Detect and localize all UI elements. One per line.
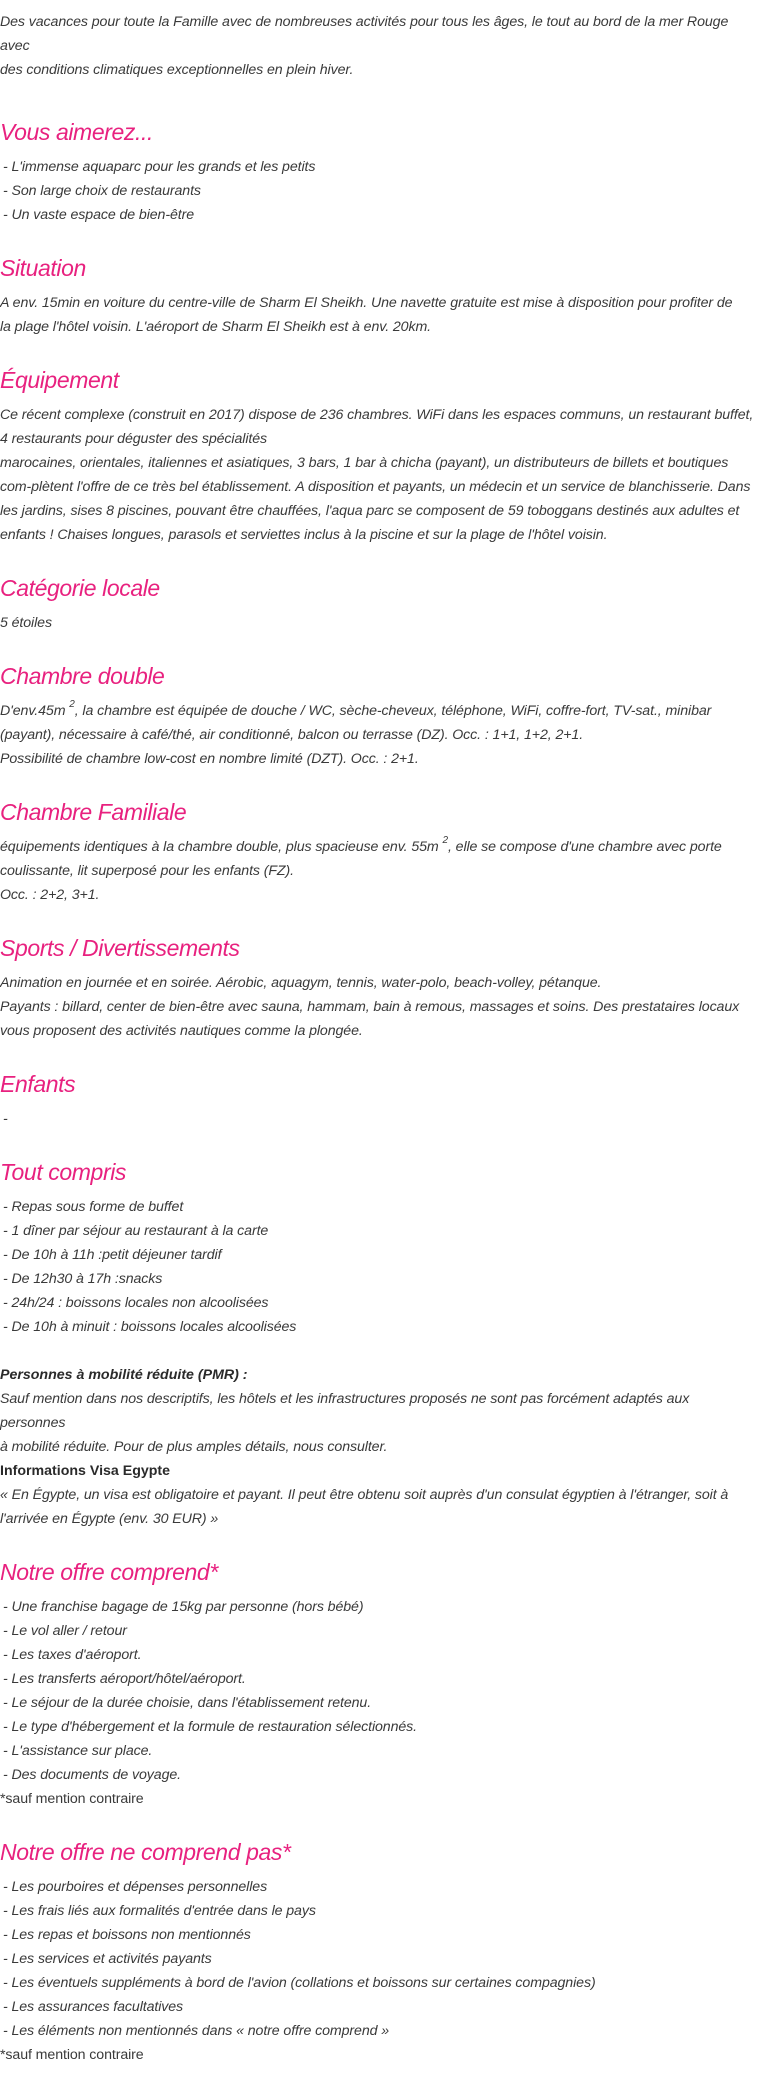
section-title-equipement: Équipement <box>0 367 119 393</box>
visa-line: l'arrivée en Égypte (env. 30 EUR) » <box>0 1511 219 1527</box>
visa-line: « En Égypte, un visa est obligatoire et payant. Il peut être obtenu soit auprès d'un consulat égyptien à l'étranger, soit à <box>0 1487 729 1503</box>
vous-aimerez-list <box>0 155 758 227</box>
section-title-offre-comprend: Notre offre comprend* <box>0 1559 218 1585</box>
sports-line: vous proposent des activités nautiques comme la plongée. <box>0 1023 363 1039</box>
list-item: - Le type d'hébergement et la formule de restauration sélectionnés. <box>3 1719 418 1735</box>
section-title-tout-compris: Tout compris <box>0 1159 127 1185</box>
offre-comprend-list <box>0 1595 758 1787</box>
list-item: - 1 dîner par séjour au restaurant à la carte <box>3 1223 269 1239</box>
text-fragment: , elle se compose d'une chambre avec porte <box>447 839 722 855</box>
list-item: - 24h/24 : boissons locales non alcoolisées <box>3 1295 269 1311</box>
list-item: - Un vaste espace de bien-être <box>3 207 195 223</box>
chambre-familiale-paragraph <box>0 835 758 907</box>
section-title-vous-aimerez: Vous aimerez... <box>0 119 153 145</box>
intro-paragraph <box>0 10 758 82</box>
list-item: - Le vol aller / retour <box>3 1623 127 1639</box>
chambre-double-line: Possibilité de chambre low-cost en nombre limité (DZT). Occ. : 2+1. <box>0 751 419 767</box>
text-fragment: , la chambre est équipée de douche / WC, sèche-cheveux, téléphone, WiFi, coffre-fort, TV-sat., minibar <box>74 703 712 719</box>
situation-line: A env. 15min en voiture du centre-ville de Sharm El Sheikh. Une navette gratuite est mise à disposition pour profiter de <box>0 295 733 311</box>
visa-paragraph <box>0 1483 758 1531</box>
pmr-line: Sauf mention dans nos descriptifs, les hôtels et les infrastructures proposés ne sont pas forcément adaptés aux personnes <box>0 1391 690 1431</box>
text-fragment: D'env.45m <box>0 703 70 719</box>
equipement-line: Ce récent complexe (construit en 2017) dispose de 236 chambres. WiFi dans les espaces communs, un restaurant buffet, <box>0 407 754 423</box>
pmr-section <box>0 1363 758 1531</box>
list-item: - Les transferts aéroport/hôtel/aéroport. <box>3 1671 246 1687</box>
sports-line: Animation en journée et en soirée. Aérobic, aquagym, tennis, water-polo, beach-volley, pétanque. <box>0 975 602 991</box>
chambre-familiale-line: Occ. : 2+2, 3+1. <box>0 887 100 903</box>
equipement-line: enfants ! Chaises longues, parasols et serviettes inclus à la piscine et sur la plage de l'hôtel voisin. <box>0 527 608 543</box>
list-item: - Les taxes d'aéroport. <box>3 1647 142 1663</box>
equipement-paragraph <box>0 403 758 547</box>
equipement-line: 4 restaurants pour déguster des spécialités <box>0 431 267 447</box>
chambre-familiale-line: coulissante, lit superposé pour les enfants (FZ). <box>0 863 294 879</box>
list-item: - De 10h à minuit : boissons locales alcoolisées <box>3 1319 297 1335</box>
tout-compris-list <box>0 1195 758 1339</box>
list-item: - Les assurances facultatives <box>3 1999 184 2015</box>
superscript: 2 <box>69 699 75 711</box>
situation-line: la plage l'hôtel voisin. L'aéroport de Sharm El Sheikh est à env. 20km. <box>0 319 432 335</box>
list-item: - Les éléments non mentionnés dans « notre offre comprend » <box>3 2023 390 2039</box>
list-item: - Les services et activités payants <box>3 1951 212 1967</box>
list-item: - L'immense aquaparc pour les grands et les petits <box>3 159 316 175</box>
offre-ne-comprend-list <box>0 1875 758 2043</box>
offre-ne-comprend-note: *sauf mention contraire <box>0 2047 144 2063</box>
list-item: - Son large choix de restaurants <box>3 183 201 199</box>
list-item: - Les frais liés aux formalités d'entrée dans le pays <box>3 1903 316 1919</box>
chambre-familiale-line <box>0 835 758 859</box>
pmr-paragraph <box>0 1387 758 1459</box>
sports-paragraph <box>0 971 758 1043</box>
intro-line: Des vacances pour toute la Famille avec de nombreuses activités pour tous les âges, le tout au bord de la mer Rouge avec <box>0 14 729 54</box>
section-title-situation: Situation <box>0 255 86 281</box>
list-item: - De 12h30 à 17h :snacks <box>3 1271 163 1287</box>
section-title-sports: Sports / Divertissements <box>0 935 240 961</box>
sports-line: Payants : billard, center de bien-être avec sauna, hammam, bain à remous, massages et soins. Des prestataires locaux <box>0 999 740 1015</box>
section-title-enfants: Enfants <box>0 1071 76 1097</box>
list-item: - Les pourboires et dépenses personnelles <box>3 1879 268 1895</box>
categorie-value: 5 étoiles <box>0 615 52 631</box>
intro-line: des conditions climatiques exceptionnelles en plein hiver. <box>0 62 354 78</box>
list-item: - Repas sous forme de buffet <box>3 1199 184 1215</box>
chambre-double-line <box>0 699 758 723</box>
chambre-double-paragraph <box>0 699 758 771</box>
section-title-chambre-double: Chambre double <box>0 663 165 689</box>
list-item: - De 10h à 11h :petit déjeuner tardif <box>3 1247 222 1263</box>
section-title-offre-ne-comprend: Notre offre ne comprend pas* <box>0 1839 291 1865</box>
superscript: 2 <box>442 835 448 847</box>
equipement-line: les jardins, sises 8 piscines, pouvant être chauffées, l'aqua parc se composent de 59 toboggans destinés aux adultes et <box>0 503 740 519</box>
equipement-line: marocaines, orientales, italiennes et asiatiques, 3 bars, 1 bar à chicha (payant), un distributeurs de billets et boutiques <box>0 455 729 471</box>
situation-paragraph <box>0 291 758 339</box>
equipement-line: com-plètent l'offre de ce très bel établissement. A disposition et payants, un médecin et un service de blanchisserie. Dans <box>0 479 751 495</box>
section-title-chambre-familiale: Chambre Familiale <box>0 799 187 825</box>
list-item: - Une franchise bagage de 15kg par personne (hors bébé) <box>3 1599 364 1615</box>
offre-comprend-note: *sauf mention contraire <box>0 1791 144 1807</box>
enfants-list <box>0 1107 758 1131</box>
text-fragment: équipements identiques à la chambre double, plus spacieuse env. 55m <box>0 839 443 855</box>
list-item: - L'assistance sur place. <box>3 1743 153 1759</box>
hotel-description <box>0 10 758 2067</box>
visa-label: Informations Visa Egypte <box>0 1463 171 1479</box>
list-item: - Des documents de voyage. <box>3 1767 181 1783</box>
section-title-categorie: Catégorie locale <box>0 575 160 601</box>
list-item: - Les repas et boissons non mentionnés <box>3 1927 251 1943</box>
list-item: - Les éventuels suppléments à bord de l'avion (collations et boissons sur certaines compagnies) <box>3 1975 596 1991</box>
list-item: - <box>3 1111 8 1127</box>
chambre-double-line: (payant), nécessaire à café/thé, air conditionné, balcon ou terrasse (DZ). Occ. : 1+1, 1+2, 2+1. <box>0 727 584 743</box>
pmr-line: à mobilité réduite. Pour de plus amples détails, nous consulter. <box>0 1439 388 1455</box>
list-item: - Le séjour de la durée choisie, dans l'établissement retenu. <box>3 1695 372 1711</box>
pmr-label: Personnes à mobilité réduite (PMR) : <box>0 1367 248 1383</box>
